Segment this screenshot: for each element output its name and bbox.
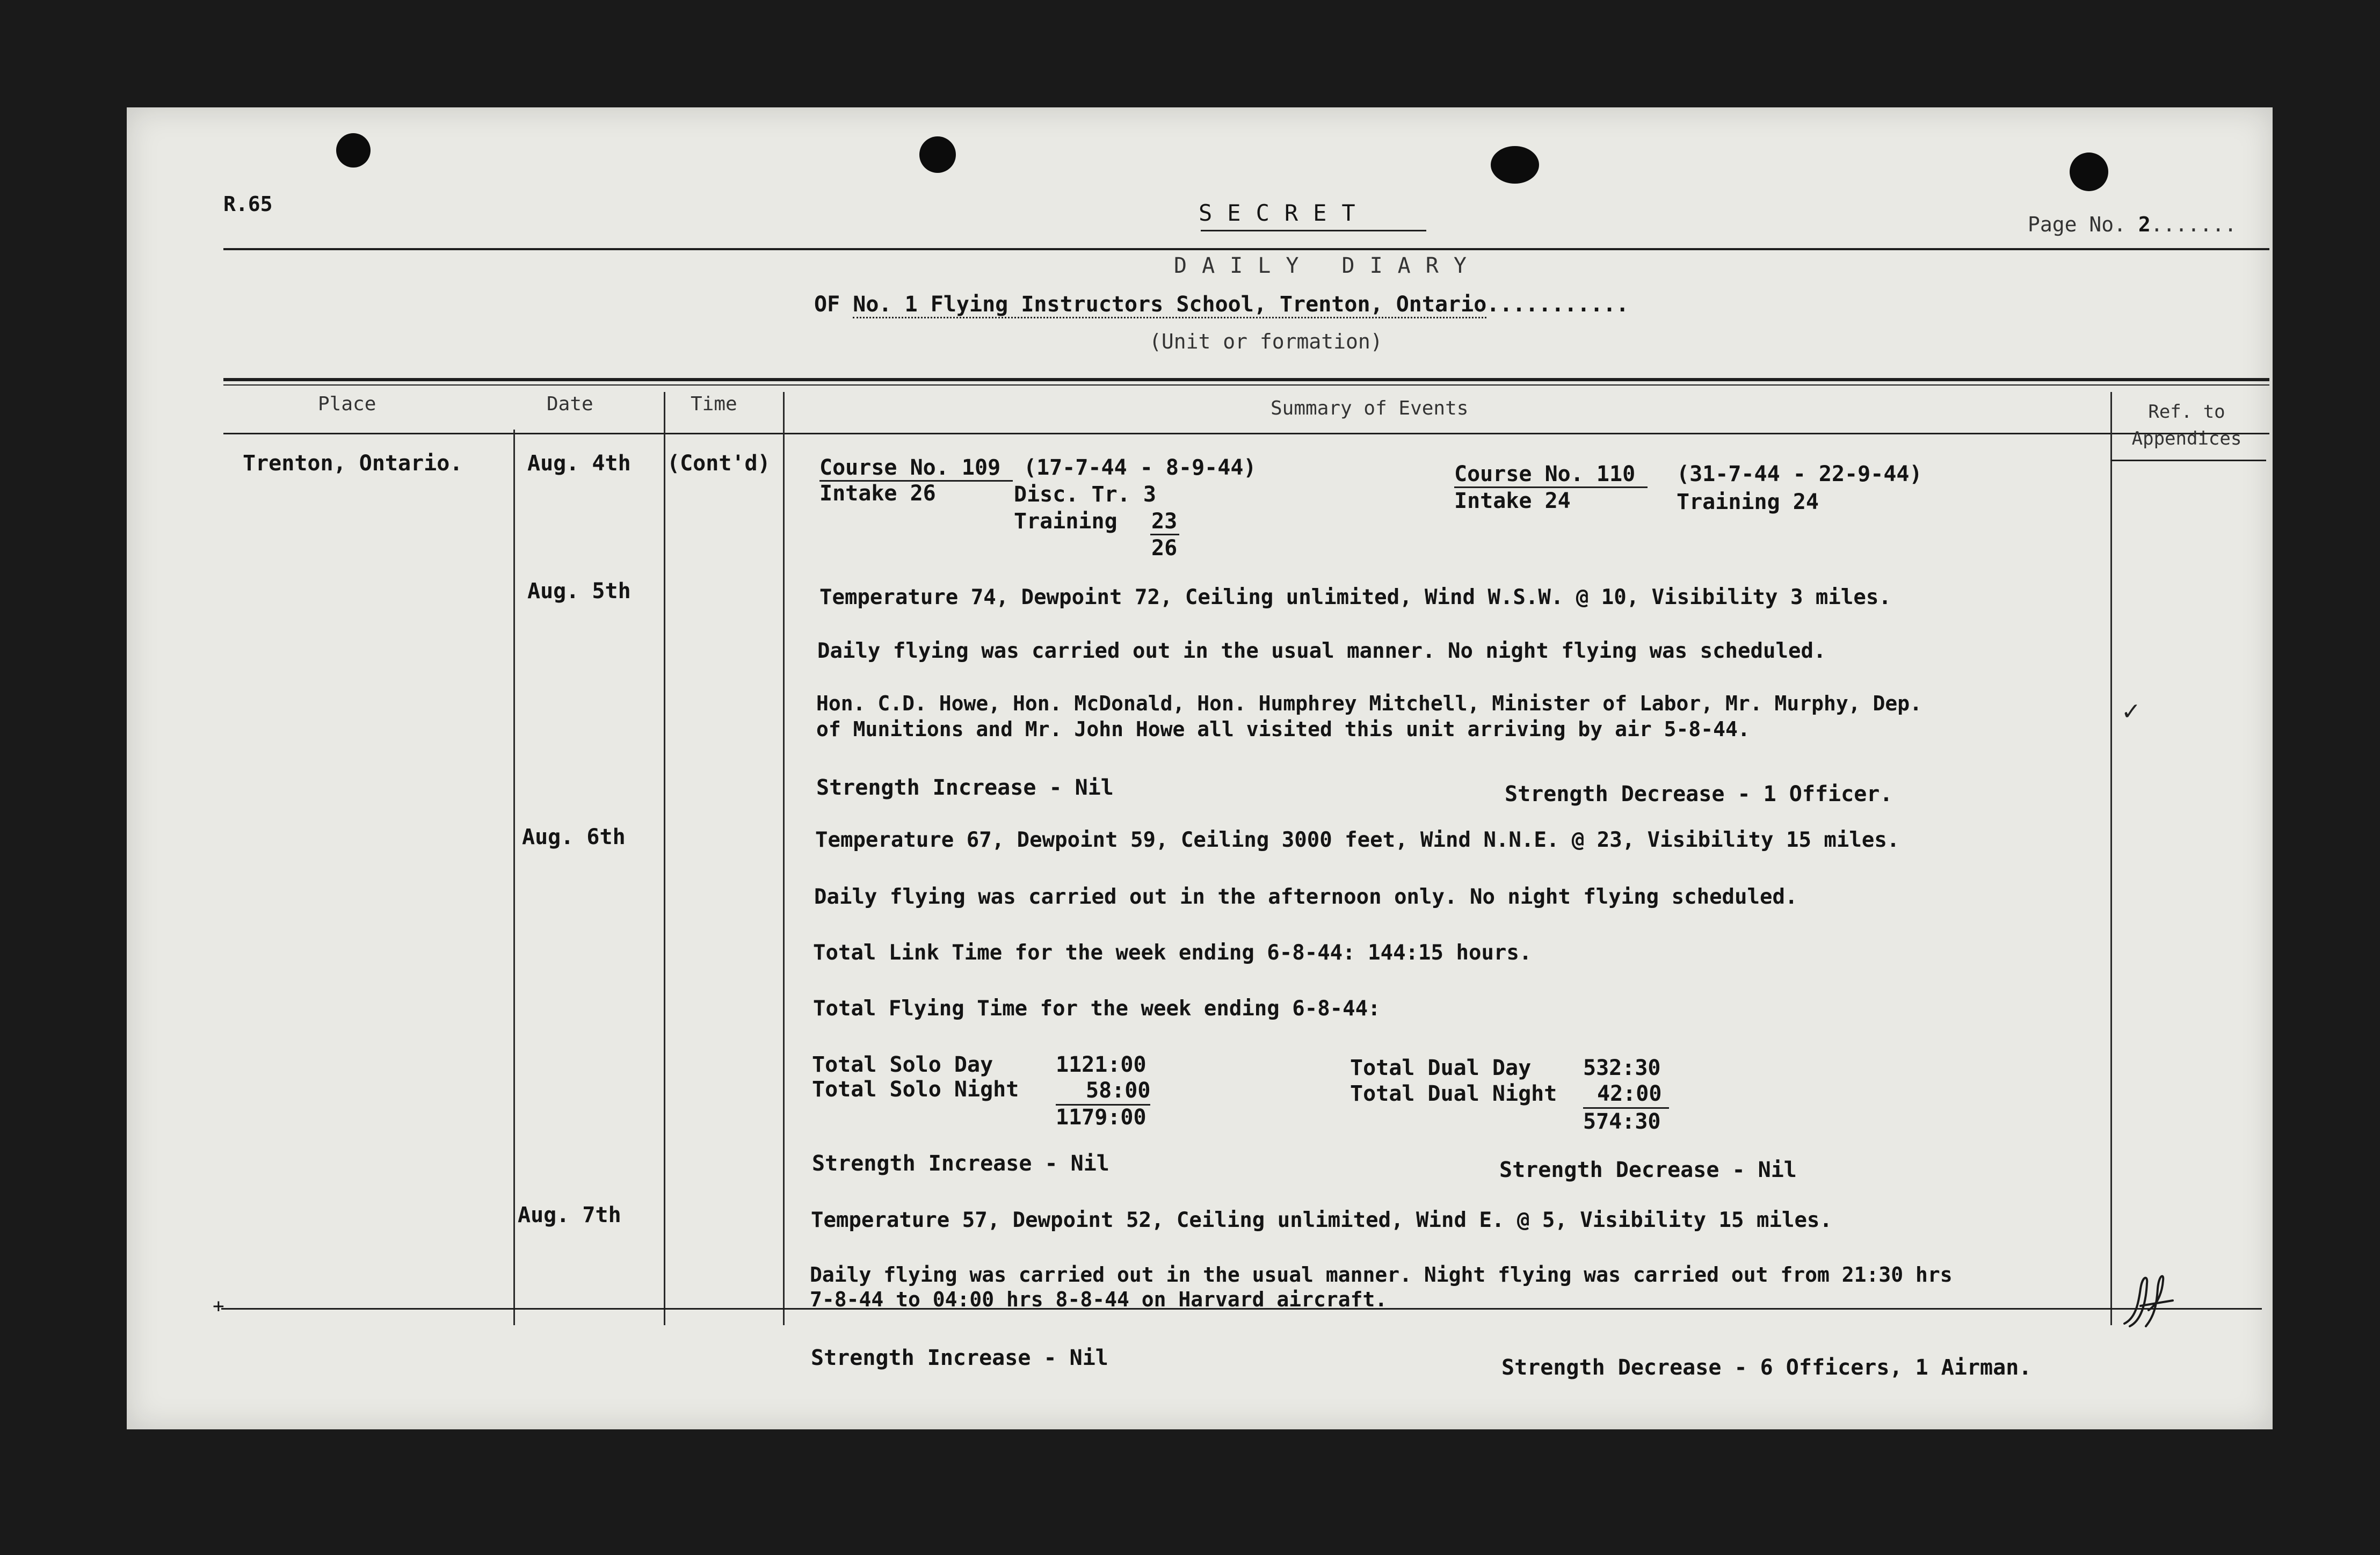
aug-5-flying: Daily flying was carried out in the usual manner. No night flying was scheduled.: [817, 639, 1826, 663]
form-number: R.65: [223, 192, 273, 216]
course-109-disc: Disc. Tr. 3: [1014, 482, 1156, 507]
column-summary: Summary of Events: [1271, 397, 1469, 419]
dual-day-value: 532:30: [1583, 1056, 1661, 1080]
course-109-sum-line: [1150, 534, 1179, 535]
aug-5-strength-increase: Strength Increase - Nil: [816, 775, 1114, 800]
course-109-title: Course No. 109: [819, 455, 1001, 480]
column-date: Date: [547, 393, 593, 415]
solo-night-value: 58:00: [1086, 1078, 1151, 1103]
punch-hole: [336, 133, 371, 168]
course-109-intake: Intake 26: [819, 481, 936, 506]
classification-underline: [1201, 230, 1426, 231]
date-aug-6: Aug. 6th: [522, 825, 626, 849]
aug-5-visit-line-2: of Munitions and Mr. John Howe all visited this unit arriving by air 5-8-44.: [816, 717, 1750, 741]
page-dots: .......: [2150, 213, 2237, 236]
diary-title: DAILY DIARY: [1174, 253, 1482, 278]
column-divider: [2110, 392, 2112, 1325]
course-110-training: Training 24: [1677, 490, 1819, 514]
aug-7-flying-line-2: 7-8-44 to 04:00 hrs 8-8-44 on Harvard aircraft.: [810, 1288, 1388, 1311]
handwritten-initials: [2119, 1273, 2183, 1332]
solo-day-value: 1121:00: [1056, 1052, 1147, 1077]
punch-hole: [919, 136, 956, 173]
unit-dots: ...........: [1486, 292, 1629, 317]
column-divider: [513, 430, 515, 1325]
unit-line: [814, 292, 1629, 317]
aug-6-weather: Temperature 67, Dewpoint 59, Ceiling 3000 feet, Wind N.N.E. @ 23, Visibility 15 miles.: [815, 828, 1900, 852]
punch-hole: [1491, 146, 1539, 184]
course-110-underline: [1454, 486, 1648, 488]
dual-day-label: Total Dual Day: [1350, 1056, 1532, 1080]
bottom-rule-tick: +: [213, 1295, 224, 1317]
aug-7-weather: Temperature 57, Dewpoint 52, Ceiling unlimited, Wind E. @ 5, Visibility 15 miles.: [811, 1208, 1832, 1232]
aug-5-weather: Temperature 74, Dewpoint 72, Ceiling unlimited, Wind W.S.W. @ 10, Visibility 3 miles.: [819, 585, 1891, 609]
aug-5-visit-line-1: Hon. C.D. Howe, Hon. McDonald, Hon. Humphrey Mitchell, Minister of Labor, Mr. Murphy, Dep.: [816, 692, 1922, 715]
dual-night-value: 42:00: [1597, 1081, 1662, 1106]
solo-night-label: Total Solo Night: [812, 1077, 1019, 1102]
course-109-total: 26: [1151, 536, 1178, 561]
column-divider: [664, 392, 665, 1325]
column-place: Place: [318, 393, 376, 415]
of-label: OF: [814, 292, 840, 317]
dual-sum-line: [1583, 1107, 1669, 1109]
ref-check-mark: ✓: [2121, 698, 2141, 725]
aug-7-flying-line-1: Daily flying was carried out in the usual manner. Night flying was carried out from 21:30 hrs: [810, 1263, 1953, 1287]
page-number: 2: [2138, 213, 2151, 236]
aug-6-link-time: Total Link Time for the week ending 6-8-44: 144:15 hours.: [813, 941, 1532, 965]
course-110-intake: Intake 24: [1454, 489, 1571, 513]
page-label: Page No.: [2028, 213, 2127, 236]
solo-total-value: 1179:00: [1056, 1105, 1147, 1130]
date-aug-7: Aug. 7th: [518, 1203, 621, 1227]
unit-name: No. 1 Flying Instructors School, Trenton, Ontario: [853, 292, 1486, 318]
unit-caption: (Unit or formation): [1149, 330, 1383, 353]
aug-6-flying: Daily flying was carried out in the afternoon only. No night flying scheduled.: [814, 885, 1798, 909]
table-top-rule: [223, 378, 2269, 381]
time-contd: (Cont'd): [667, 451, 771, 476]
column-time: Time: [691, 393, 737, 415]
place-cell: Trenton, Ontario.: [243, 451, 463, 476]
punch-hole: [2070, 152, 2108, 191]
column-ref: Ref. to Appendices: [2131, 401, 2242, 449]
column-header-rule: [223, 433, 2269, 434]
aug-6-strength-decrease: Strength Decrease - Nil: [1499, 1158, 1797, 1182]
column-divider: [783, 392, 785, 1325]
dual-night-label: Total Dual Night: [1350, 1081, 1557, 1106]
date-aug-5: Aug. 5th: [527, 579, 631, 604]
aug-6-flying-time-heading: Total Flying Time for the week ending 6-8-44:: [813, 997, 1381, 1021]
course-110-title: Course No. 110: [1454, 462, 1636, 486]
ref-header-rule: [2110, 460, 2266, 461]
course-109-dates: (17-7-44 - 8-9-44): [1024, 455, 1257, 480]
table-top-rule-thin: [223, 384, 2269, 386]
course-109-training-label: Training: [1014, 509, 1118, 534]
aug-5-strength-decrease: Strength Decrease - 1 Officer.: [1505, 782, 1893, 806]
aug-6-strength-increase: Strength Increase - Nil: [812, 1151, 1109, 1176]
header-rule: [223, 248, 2269, 250]
solo-day-label: Total Solo Day: [812, 1052, 993, 1077]
dual-total-value: 574:30: [1583, 1109, 1661, 1134]
page-number-label: [2028, 213, 2237, 236]
aug-7-strength-increase: Strength Increase - Nil: [811, 1346, 1108, 1370]
diary-sheet: [127, 107, 2273, 1429]
classification-label: SECRET: [1199, 200, 1370, 226]
aug-7-strength-decrease: Strength Decrease - 6 Officers, 1 Airman.: [1501, 1355, 2032, 1380]
course-109-training-value: 23: [1151, 509, 1178, 534]
course-110-dates: (31-7-44 - 22-9-44): [1677, 462, 1922, 486]
date-aug-4: Aug. 4th: [527, 451, 631, 476]
